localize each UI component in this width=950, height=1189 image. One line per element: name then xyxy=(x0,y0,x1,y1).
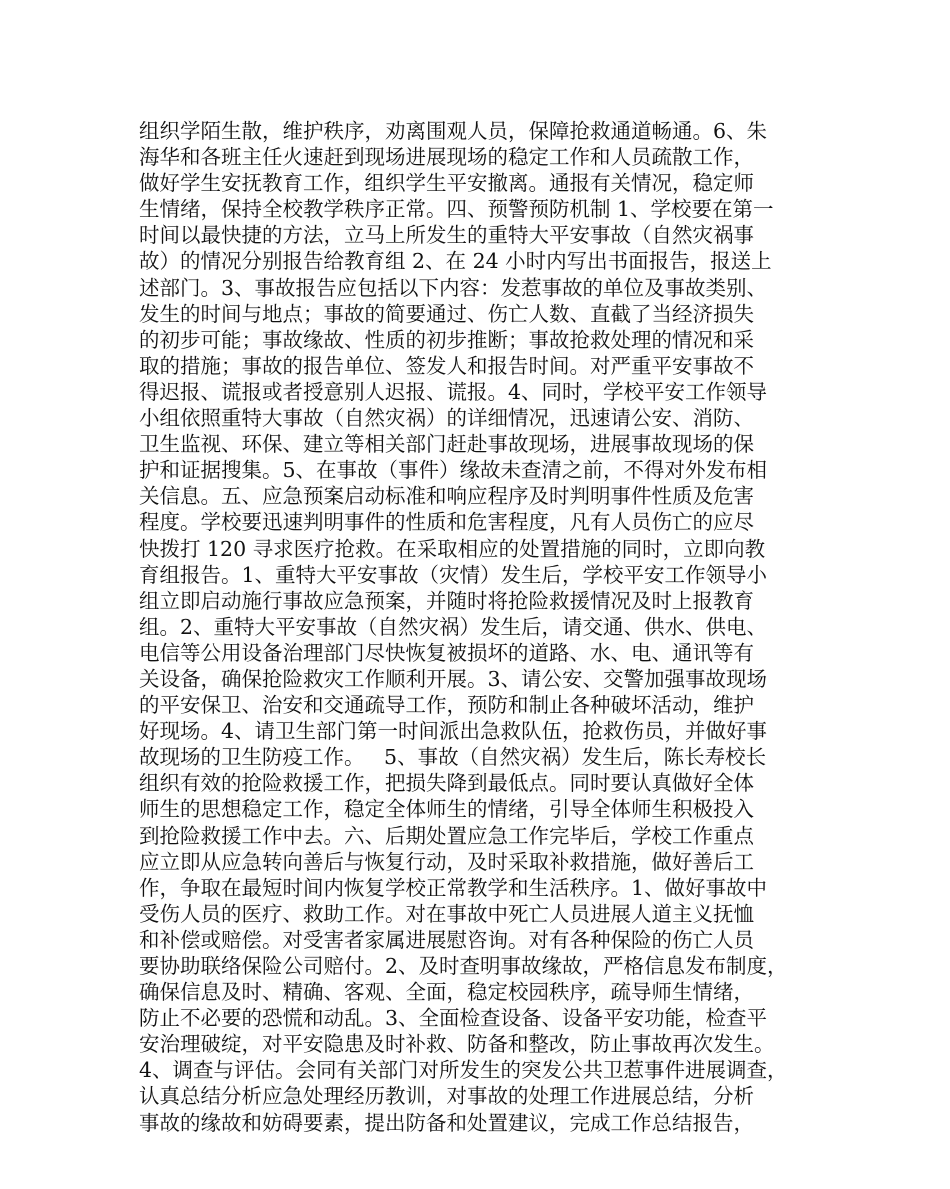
text-line: 作，争取在最短时间内恢复学校正常教学和生活秩序。1、做好事故中 xyxy=(139,875,768,900)
text-line: 的平安保卫、治安和交通疏导工作，预防和制止各种破坏活动，维护 xyxy=(139,693,754,718)
text-line: 故）的情况分别报告给教育组 2、在 24 小时内写出书面报告，报送上 xyxy=(139,249,772,274)
text-line: 关设备，确保抢险救灾工作顺利开展。3、请公安、交警加强事故现场 xyxy=(139,666,768,691)
text-line: 述部门。3、事故报告应包括以下内容：发惹事故的单位及事故类别、 xyxy=(139,275,768,300)
text-line: 电信等公用设备治理部门尽快恢复被损坏的道路、水、电、通讯等有 xyxy=(139,640,754,665)
text-line: 组织有效的抢险救援工作，把损失降到最低点。同时要认真做好全体 xyxy=(139,771,754,796)
body-text xyxy=(139,118,839,1136)
text-line: 4、调查与评估。会同有关部门对所发生的突发公共卫惹事件进展调查， xyxy=(139,1058,788,1083)
text-line: 程度。学校要迅速判明事件的性质和危害程度，凡有人员伤亡的应尽 xyxy=(139,510,754,535)
text-line: 故现场的卫生防疫工作。 5、事故（自然灾祸）发生后，陈长寿校长 xyxy=(139,745,767,770)
text-line: 时间以最快捷的方法，立马上所发生的重特大平安事故（自然灾祸事 xyxy=(139,223,754,248)
text-line: 确保信息及时、精确、客观、全面，稳定校园秩序，疏导师生情绪， xyxy=(139,980,754,1005)
text-line: 安治理破绽，对平安隐患及时补救、防备和整改，防止事故再次发生。 xyxy=(139,1032,775,1057)
text-line: 发生的时间与地点；事故的简要通过、伤亡人数、直截了当经济损失 xyxy=(139,301,754,326)
text-line: 受伤人员的医疗、救助工作。对在事故中死亡人员进展人道主义抚恤 xyxy=(139,901,754,926)
text-line: 事故的缘故和妨碍要素，提出防备和处置建议，完成工作总结报告， xyxy=(139,1110,754,1135)
text-line: 做好学生安抚教育工作，组织学生平安撤离。通报有关情况，稳定师 xyxy=(139,171,754,196)
text-line: 卫生监视、环保、建立等相关部门赶赴事故现场，进展事故现场的保 xyxy=(139,432,754,457)
text-line: 护和证据搜集。5、在事故（事件）缘故未查清之前，不得对外发布相 xyxy=(139,458,768,483)
text-line: 得迟报、谎报或者授意别人迟报、谎报。4、同时，学校平安工作领导 xyxy=(139,379,768,404)
text-line: 海华和各班主任火速赶到现场进展现场的稳定工作和人员疏散工作， xyxy=(139,145,754,170)
text-line: 组织学陌生散，维护秩序，劝离围观人员，保障抢救通道畅通。6、朱 xyxy=(139,119,768,143)
text-line: 快拨打 120 寻求医疗抢救。在采取相应的处置措施的同时，立即向教 xyxy=(139,536,766,561)
text-line: 的初步可能；事故缘故、性质的初步推断；事故抢救处理的情况和采 xyxy=(139,327,754,352)
text-line: 防止不必要的恐慌和动乱。3、全面检查设备、设备平安功能，检查平 xyxy=(139,1006,768,1031)
text-line: 师生的思想稳定工作，稳定全体师生的情绪，引导全体师生积极投入 xyxy=(139,797,754,822)
text-line: 生情绪，保持全校教学秩序正常。四、预警预防机制 1、学校要在第一 xyxy=(139,197,774,222)
text-line: 取的措施；事故的报告单位、签发人和报告时间。对严重平安事故不 xyxy=(139,353,754,378)
text-line: 组立即启动施行事故应急预案，并随时将抢险救援情况及时上报教育 xyxy=(139,588,754,613)
text-line: 到抢险救援工作中去。六、后期处置应急工作完毕后，学校工作重点 xyxy=(139,823,754,848)
text-line: 好现场。4、请卫生部门第一时间派出急救队伍，抢救伤员，并做好事 xyxy=(139,719,768,744)
text-line: 组。2、重特大平安事故（自然灾祸）发生后，请交通、供水、供电、 xyxy=(139,614,768,639)
text-line: 小组依照重特大事故（自然灾祸）的详细情况，迅速请公安、消防、 xyxy=(139,406,754,431)
text-line: 关信息。五、应急预案启动标准和响应程序及时判明事件性质及危害 xyxy=(139,484,754,509)
text-line: 要协助联络保险公司赔付。2、及时查明事故缘故，严格信息发布制度， xyxy=(139,954,788,978)
text-line: 应立即从应急转向善后与恢复行动，及时采取补救措施，做好善后工 xyxy=(139,849,754,874)
text-line: 认真总结分析应急处理经历教训，对事故的处理工作进展总结，分析 xyxy=(139,1084,754,1109)
text-line: 和补偿或赔偿。对受害者家属进展慰咨询。对有各种保险的伤亡人员 xyxy=(139,927,754,952)
text-line: 育组报告。1、重特大平安事故（灾情）发生后，学校平安工作领导小 xyxy=(139,562,768,587)
